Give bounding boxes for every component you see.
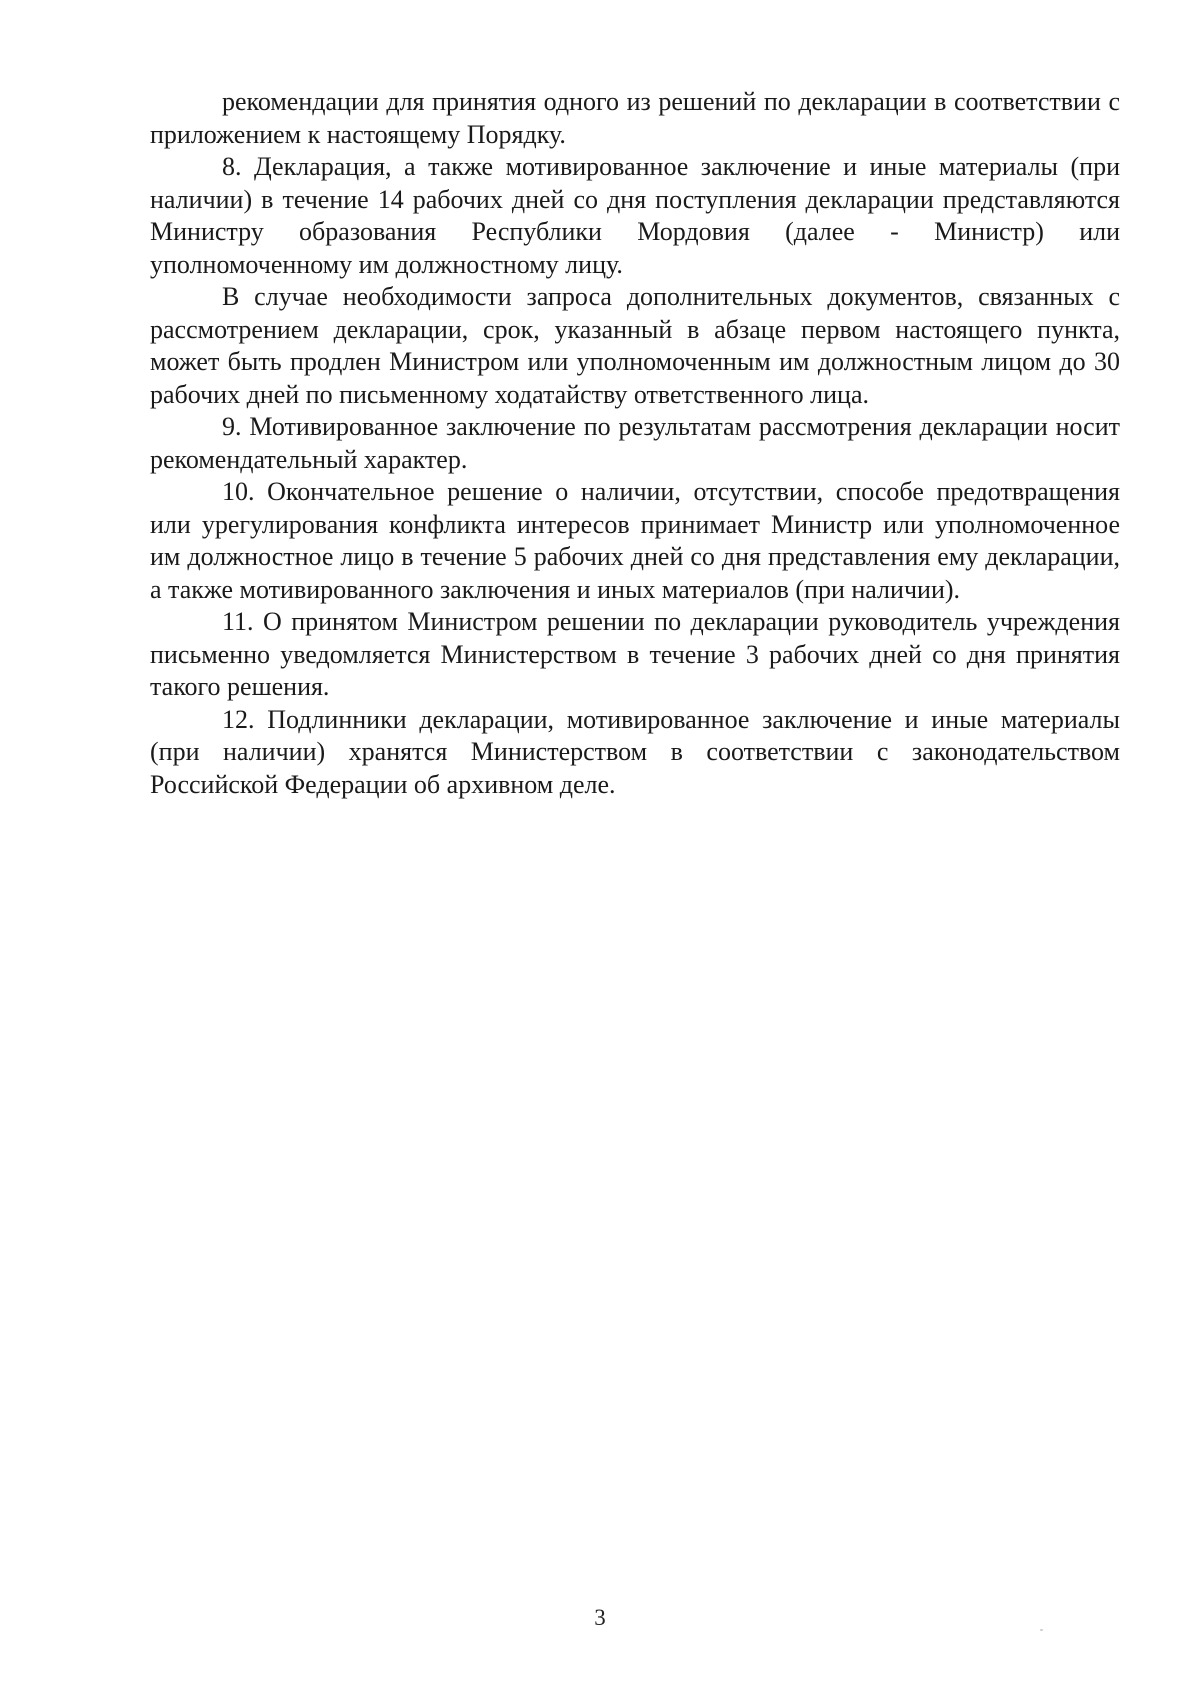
paragraph-continuation: рекомендации для принятия одного из решений по декларации в соответствии с приложением к настоящему Порядку.: [150, 87, 1120, 149]
paragraph-item-11: 11. О принятом Министром решении по декларации руководитель учреждения письменно уведомляется Министерством в течение 3 рабочих дней со дня принятия такого решения.: [150, 607, 1120, 701]
paragraph-item-12: 12. Подлинники декларации, мотивированное заключение и иные материалы (при наличии) хранятся Министерством в соответствии с законодательством Российской Федерации об архивном деле.: [150, 704, 1120, 799]
document-body: [150, 86, 1120, 801]
paragraph-item-8: 8. Декларация, а также мотивированное заключение и иные материалы (при наличии) в течение 14 рабочих дней со дня поступления декларации представляются Министру образования Республики Мордовия (далее - Министр) или уполномоченному им должностному лицу.: [150, 152, 1120, 279]
scan-artifact-dot: [1040, 1629, 1043, 1631]
paragraph-item-8-extension: В случае необходимости запроса дополнительных документов, связанных с рассмотрением декларации, срок, указанный в абзаце первом настоящего пункта, может быть продлен Министром или уполномоченным им должностным лицом до 30 рабочих дней по письменному ходатайству ответственного лица.: [150, 282, 1120, 409]
paragraph-item-10: 10. Окончательное решение о наличии, отсутствии, способе предотвращения или урегулирования конфликта интересов принимает Министр или уполномоченное им должностное лицо в течение 5 рабочих дней со дня представления ему декларации, а также мотивированного заключения и иных материалов (при наличии).: [150, 477, 1120, 604]
page-number: 3: [594, 1605, 606, 1630]
paragraph-item-9: 9. Мотивированное заключение по результатам рассмотрения декларации носит рекомендательный характер.: [150, 412, 1120, 474]
